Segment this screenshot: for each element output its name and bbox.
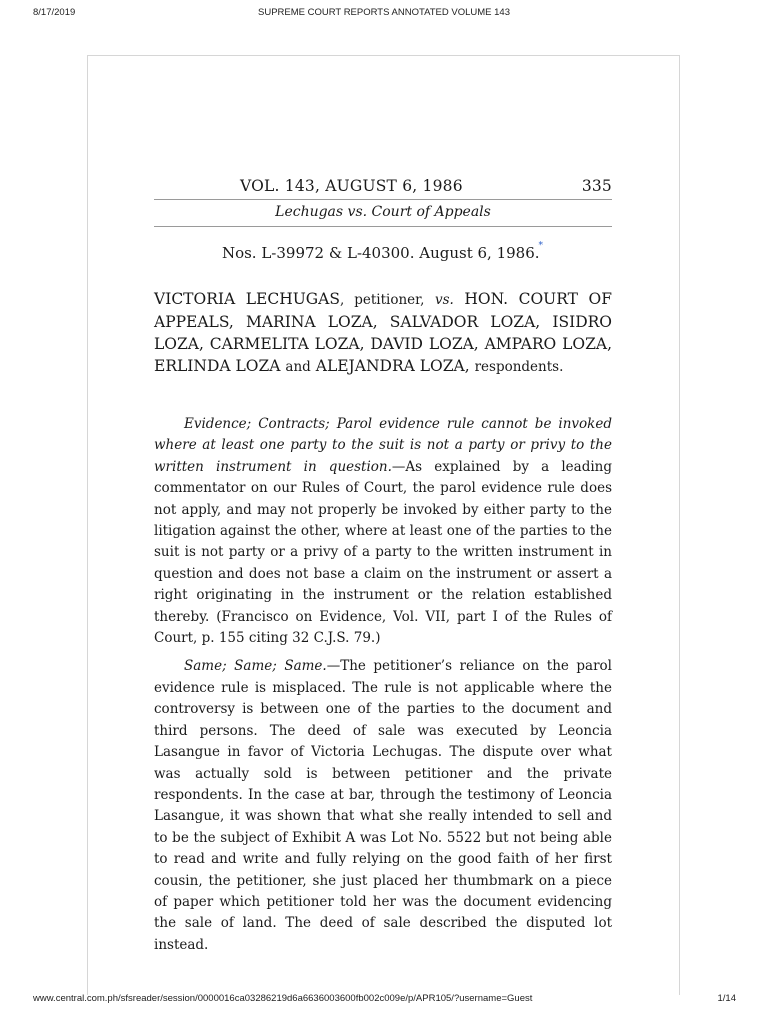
and-word: and (285, 359, 311, 375)
running-head (154, 175, 612, 199)
volume-date: VOL. 143, AUGUST 6, 1986 (240, 177, 463, 195)
syllabus-1-lead: Evidence; Contracts; Parol evidence rule cannot be invoked where at least one party to the suit is not a party or privy to the written instrument in question. (154, 416, 612, 475)
print-date: 8/17/2019 (33, 7, 76, 18)
syllabus-2-lead: Same; Same; Same. (184, 658, 327, 675)
document-body (154, 175, 612, 956)
petitioner-name: VICTORIA LECHUGAS (154, 290, 340, 308)
syllabus-1-body: —As explained by a leading commentator on our Rules of Court, the parol evidence rule does not apply, and may not properly be invoked by either party to the litigation against the other, where at least one of the parties to the suit is not party or a privy of a party to the written instrument in question and does not base a claim on the instrument or assert a right originating in the instrument or the relation established thereby. (Francisco on Evidence, Vol. VII, part I of the Rules of Court, p. 155 citing 32 C.J.S. 79.) (154, 458, 612, 647)
last-respondent: ALEJANDRA LOZA, (315, 357, 470, 375)
syllabus-paragraph-1 (154, 414, 612, 649)
footnote-link[interactable]: * (538, 241, 544, 251)
print-url: www.central.com.ph/sfsreader/session/0000016ca03286219d6a6636003600fb002c009e/p/APR105/?username=Guest (33, 993, 533, 1004)
header-rule-bottom (154, 226, 612, 227)
syllabus-2-body: —The petitioner’s reliance on the parol evidence rule is misplaced. The rule is not applicable where the controversy is between one of the parties to the document and third persons. The deed of sale was executed by Leoncia Lasangue in favor of Victoria Lechugas. The dispute over what was actually sold is between petitioner and the private respondents. In the case at bar, through the testimony of Leoncia Lasangue, it was shown that what she really intended to sell and to be the subject of Exhibit A was Lot No. 5522 but not being able to read and write and fully relying on the good faith of her first cousin, the petitioner, she just placed her thumbmark on a piece of paper which petitioner told her was the document evidencing the sale of land. The deed of sale described the disputed lot instead. (154, 658, 613, 953)
print-footer (0, 993, 768, 1007)
page-number: 335 (581, 177, 612, 195)
case-numbers (154, 241, 612, 262)
print-title: SUPREME COURT REPORTS ANNOTATED VOLUME 143 (258, 7, 510, 18)
petitioner-label: , petitioner, (340, 292, 425, 308)
case-title: Lechugas vs. Court of Appeals (275, 204, 491, 220)
respondents-names: HON. COURT OF APPEALS, MARINA LOZA, SALVADOR LOZA, ISIDRO LOZA, CARMELITA LOZA, DAVID LOZA, AMPARO LOZA, ERLINDA LOZA (154, 290, 612, 375)
syllabus-paragraph-2 (154, 656, 612, 956)
respondents-label: respondents. (474, 359, 564, 375)
versus: vs. (434, 292, 454, 308)
case-numbers-text: Nos. L-39972 & L-40300. August 6, 1986. (221, 244, 540, 262)
parties-block (154, 288, 612, 378)
print-header (0, 7, 768, 21)
page-indicator: 1/14 (717, 993, 736, 1004)
